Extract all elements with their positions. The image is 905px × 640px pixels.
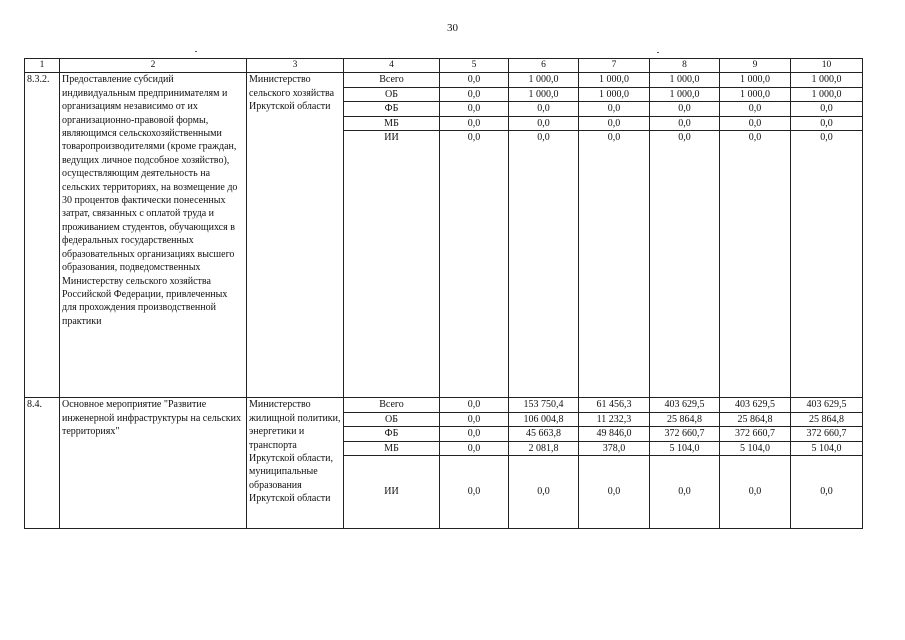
executor: Министерство жилищной политики, энергетики и транспорта Иркутской области, муниципальные образования Иркутской области <box>247 398 344 529</box>
column-header: 2 <box>60 59 247 73</box>
scan-speck <box>195 51 197 52</box>
table-cell: 0,0 <box>579 131 650 145</box>
table-cell: 0,0 <box>650 131 720 145</box>
column-header: 5 <box>440 59 509 73</box>
table-cell: 0,0 <box>509 116 579 130</box>
table-cell: 49 846,0 <box>579 427 650 441</box>
table-cell: 0,0 <box>579 116 650 130</box>
column-header: 6 <box>509 59 579 73</box>
table-cell: 0,0 <box>440 87 509 101</box>
column-header: 10 <box>791 59 863 73</box>
table-cell: 0,0 <box>509 102 579 116</box>
table-cell: 0,0 <box>720 456 791 529</box>
table-cell: 372 660,7 <box>720 427 791 441</box>
table-cell: 403 629,5 <box>720 398 791 412</box>
table-cell: 1 000,0 <box>791 87 863 101</box>
table-cell: 1 000,0 <box>509 73 579 87</box>
table-cell: 0,0 <box>440 427 509 441</box>
table-cell: 378,0 <box>579 441 650 455</box>
table-cell: 5 104,0 <box>650 441 720 455</box>
table-cell: 0,0 <box>650 116 720 130</box>
source-label: ИИ <box>344 131 440 145</box>
source-label: ИИ <box>344 456 440 529</box>
source-label: ОБ <box>344 87 440 101</box>
table-cell: 5 104,0 <box>720 441 791 455</box>
table-cell: 372 660,7 <box>650 427 720 441</box>
table-cell: 403 629,5 <box>650 398 720 412</box>
table-cell: 1 000,0 <box>579 87 650 101</box>
table-cell: 106 004,8 <box>509 412 579 426</box>
table-cell: 0,0 <box>579 456 650 529</box>
table-cell: 25 864,8 <box>791 412 863 426</box>
column-numbers-row <box>25 59 863 73</box>
source-label: Всего <box>344 73 440 87</box>
scan-speck <box>657 52 659 53</box>
column-header: 4 <box>344 59 440 73</box>
table-row <box>25 73 863 87</box>
source-label: ФБ <box>344 427 440 441</box>
source-label: ОБ <box>344 412 440 426</box>
table-cell: 0,0 <box>791 131 863 145</box>
table-cell: 2 081,8 <box>509 441 579 455</box>
table-cell: 0,0 <box>579 102 650 116</box>
table-cell: 0,0 <box>440 102 509 116</box>
table-cell: 0,0 <box>440 398 509 412</box>
table-cell: 372 660,7 <box>791 427 863 441</box>
table-cell: 0,0 <box>440 456 509 529</box>
table-cell: 0,0 <box>791 116 863 130</box>
table-cell: 1 000,0 <box>650 73 720 87</box>
table-cell: 0,0 <box>440 73 509 87</box>
measure-name: Предоставление субсидий индивидуальным предпринимателям и организациям независимо от их организационно-правовой формы, являющимся сельскохозяйственными товаропроизводителями (кроме граждан, ведущих личное подсобное хозяйство), осуществляющим деятельность на сельских территориях, на возмещение до 30 процентов фактически понесенных затрат, связанных с оплатой труда и проживанием студентов, обучающихся в федеральных государственных образовательных организациях высшего образования, подведомственных Министерству сельского хозяйства Российской Федерации, привлеченных для прохождения производственной практики <box>60 73 247 398</box>
table-cell: 0,0 <box>791 456 863 529</box>
table-cell: 0,0 <box>650 102 720 116</box>
table-cell: 5 104,0 <box>791 441 863 455</box>
source-label: Всего <box>344 398 440 412</box>
table-cell: 61 456,3 <box>579 398 650 412</box>
budget-table <box>24 58 863 529</box>
table-cell: 0,0 <box>720 102 791 116</box>
column-header: 8 <box>650 59 720 73</box>
table-cell: 1 000,0 <box>720 87 791 101</box>
table-cell: 0,0 <box>509 456 579 529</box>
table-cell: 403 629,5 <box>791 398 863 412</box>
column-header: 1 <box>25 59 60 73</box>
table-cell: 1 000,0 <box>791 73 863 87</box>
table-cell: 0,0 <box>440 441 509 455</box>
table-cell: 25 864,8 <box>720 412 791 426</box>
source-label: МБ <box>344 116 440 130</box>
table-cell: 0,0 <box>440 412 509 426</box>
table-cell: 11 232,3 <box>579 412 650 426</box>
table-cell: 0,0 <box>720 131 791 145</box>
column-header: 7 <box>579 59 650 73</box>
table-cell: 1 000,0 <box>579 73 650 87</box>
table-cell: 45 663,8 <box>509 427 579 441</box>
executor: Министерство сельского хозяйства Иркутской области <box>247 73 344 398</box>
table-cell: 153 750,4 <box>509 398 579 412</box>
table-cell: 1 000,0 <box>509 87 579 101</box>
table-cell: 0,0 <box>791 102 863 116</box>
table-cell: 1 000,0 <box>650 87 720 101</box>
table-cell: 25 864,8 <box>650 412 720 426</box>
row-number: 8.4. <box>25 398 60 529</box>
table-cell: 0,0 <box>440 116 509 130</box>
source-label: МБ <box>344 441 440 455</box>
table-cell: 0,0 <box>509 131 579 145</box>
column-header: 3 <box>247 59 344 73</box>
table-cell: 0,0 <box>650 456 720 529</box>
source-label: ФБ <box>344 102 440 116</box>
table-row <box>25 398 863 412</box>
page-number: 30 <box>447 22 458 34</box>
table-cell: 0,0 <box>440 131 509 145</box>
measure-name: Основное мероприятие "Развитие инженерной инфраструктуры на сельских территориях" <box>60 398 247 529</box>
row-number: 8.3.2. <box>25 73 60 398</box>
table-cell: 1 000,0 <box>720 73 791 87</box>
table-cell: 0,0 <box>720 116 791 130</box>
column-header: 9 <box>720 59 791 73</box>
